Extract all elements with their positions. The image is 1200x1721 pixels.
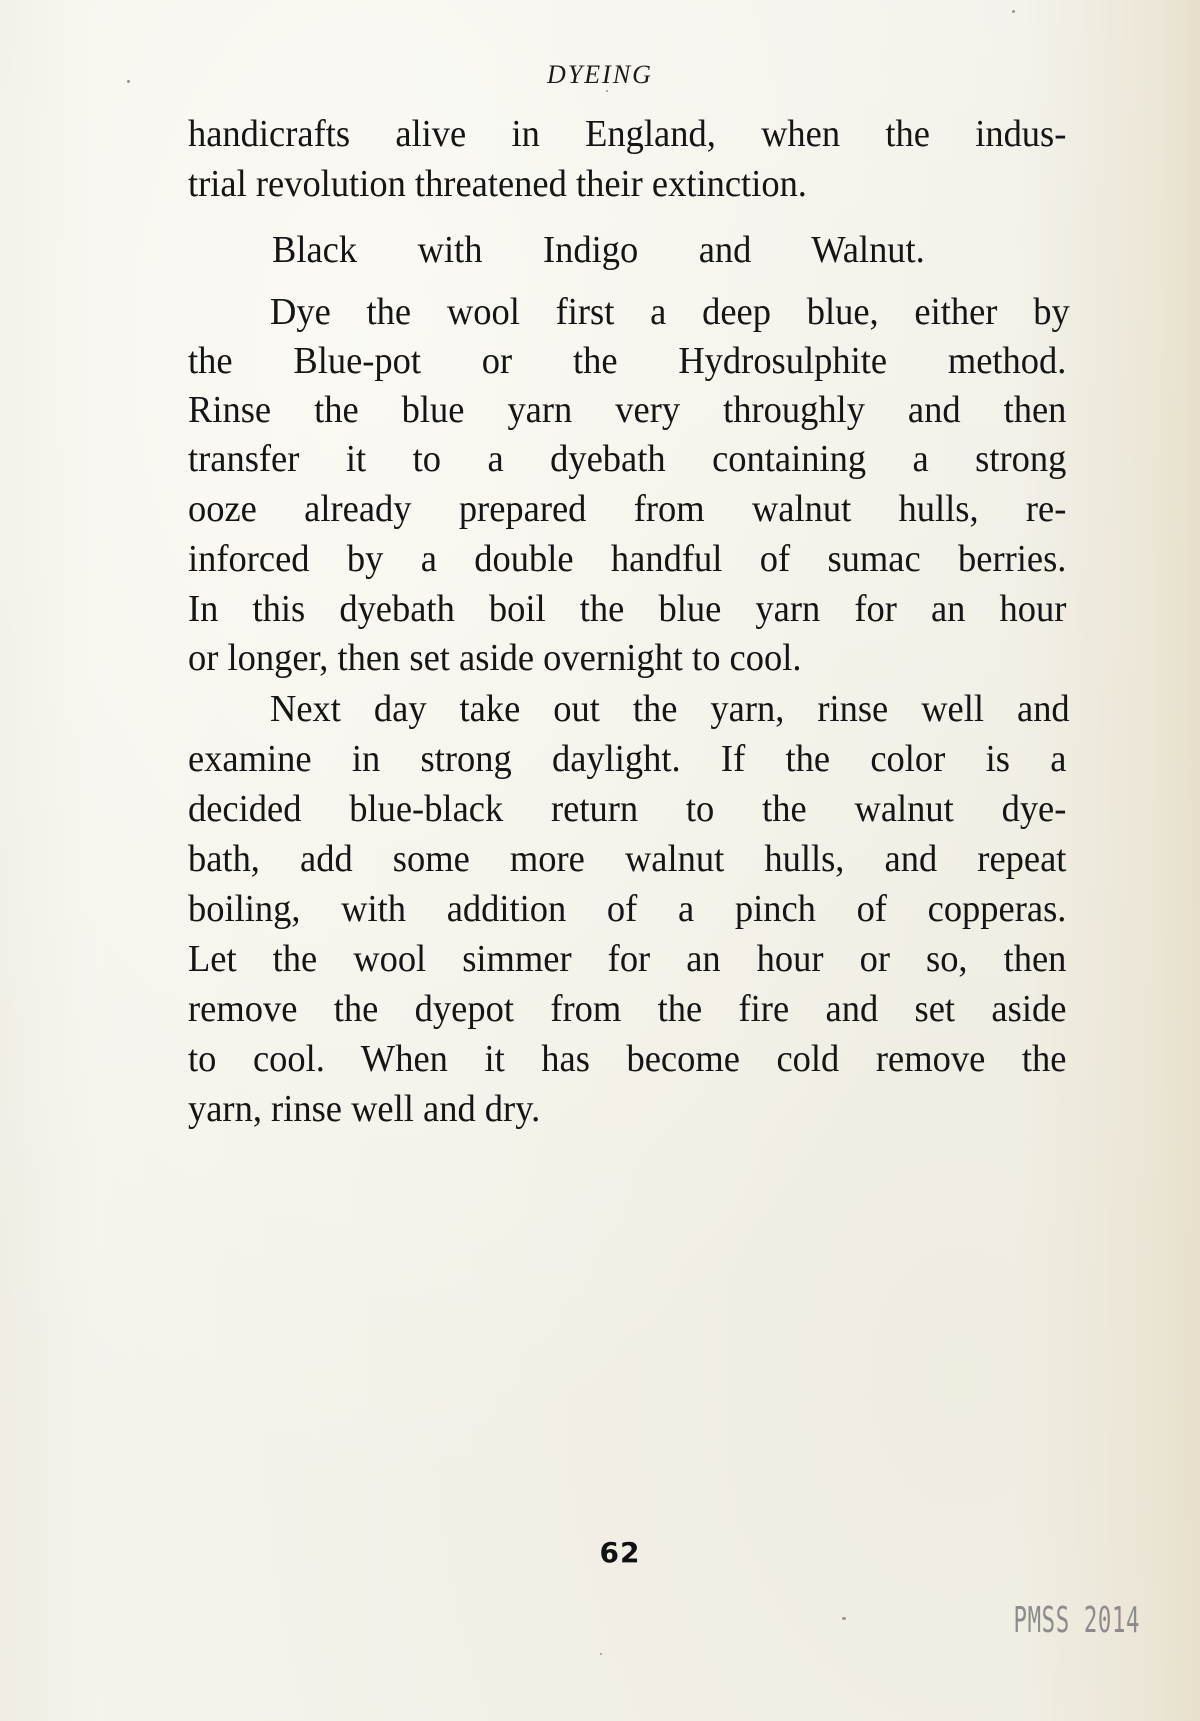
- text-line: Let the wool simmer for an hour or so, then: [188, 938, 1067, 980]
- running-head: DYEING: [547, 60, 653, 89]
- text-line: decided blue-black return to the walnut dye-: [188, 788, 1067, 830]
- text-line: In this dyebath boil the blue yarn for an hour: [188, 588, 1067, 630]
- text-line: or longer, then set aside overnight to cool.: [188, 637, 802, 679]
- text-line: boiling, with addition of a pinch of copperas.: [188, 888, 1067, 930]
- text-line: transfer it to a dyebath containing a strong: [188, 438, 1067, 480]
- text-line: Next day take out the yarn, rinse well and: [270, 688, 1070, 730]
- text-line: remove the dyepot from the fire and set aside: [188, 988, 1067, 1030]
- text-line: ooze already prepared from walnut hulls, re-: [188, 488, 1067, 530]
- text-line: the Blue-pot or the Hydrosulphite method.: [188, 340, 1067, 382]
- section-heading: Black with Indigo and Walnut.: [272, 229, 925, 271]
- paper-speck: [1012, 10, 1015, 13]
- paper-speck: [842, 1617, 846, 1620]
- paper-speck: [600, 1653, 602, 1655]
- text-line: bath, add some more walnut hulls, and repeat: [188, 838, 1067, 880]
- text-line: handicrafts alive in England, when the indus-: [188, 113, 1067, 155]
- page-number: 62: [599, 1536, 641, 1569]
- text-line: Dye the wool first a deep blue, either by: [270, 291, 1070, 333]
- text-line: trial revolution threatened their extinction.: [188, 163, 807, 205]
- text-line: examine in strong daylight. If the color is a: [188, 738, 1067, 780]
- paper-speck: [127, 80, 130, 83]
- paper-speck: [606, 90, 608, 92]
- watermark: PMSS 2014: [1013, 1600, 1140, 1641]
- text-line: Rinse the blue yarn very throughly and then: [188, 389, 1067, 431]
- text-line: inforced by a double handful of sumac berries.: [188, 538, 1067, 580]
- text-line: yarn, rinse well and dry.: [188, 1088, 541, 1130]
- text-line: to cool. When it has become cold remove the: [188, 1038, 1067, 1080]
